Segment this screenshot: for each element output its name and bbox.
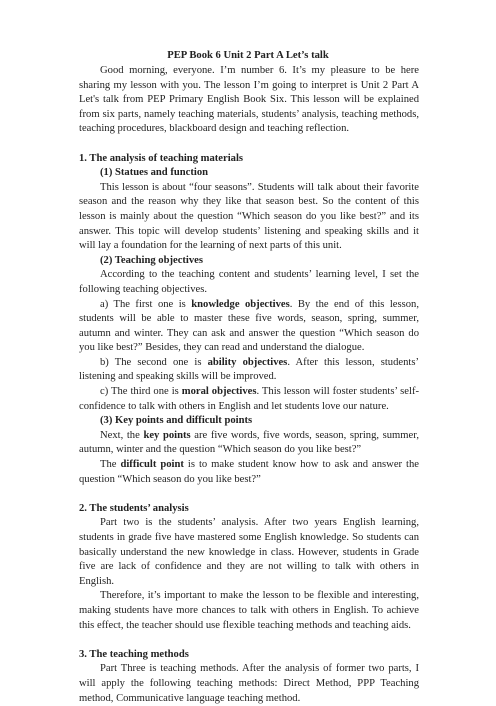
spacer xyxy=(79,487,419,502)
paragraph-difficult-point xyxy=(79,458,419,487)
text: . By the end of this lesson, students will be able to master these five words, season, spring, summer, autumn and winter. They can ask and answer the question “Which season do you like best?” Besides, they can read and understand the dialogue. xyxy=(79,298,419,354)
text: a) The first one is xyxy=(100,298,192,310)
text: Next, the xyxy=(100,429,144,441)
spacer xyxy=(79,633,419,648)
paragraph-knowledge-objectives xyxy=(79,298,419,356)
spacer xyxy=(79,137,419,152)
bold-term: moral objectives xyxy=(181,386,257,398)
intro-paragraph: Good morning, everyone. I’m number 6. It’s my pleasure to be here sharing my lesson with you. The lesson I’m going to interpret is Unit 2 Part A Let's talk from PEP Primary English Book Six. This lesson will be explained from six parts, namely teaching materials, students’ analysis, teaching methods, teaching procedures, blackboard design and teaching reflection. xyxy=(79,65,419,135)
bold-term: knowledge objectives xyxy=(191,298,290,310)
bold-term: difficult point xyxy=(120,459,184,471)
section-heading-methods: 3. The teaching methods xyxy=(79,648,189,660)
subheading-status-function: (1) Statues and function xyxy=(100,167,209,179)
page-title: PEP Book 6 Unit 2 Part A Let’s talk xyxy=(167,50,329,61)
paragraph-students-therefore: Therefore, it’s important to make the lesson to be flexible and interesting, making students have more chances to talk with others in English. To achieve this effect, the teacher should use flexible teaching methods and teaching aids. xyxy=(79,590,419,631)
paragraph-objectives-intro: According to the teaching content and students’ learning level, I set the following teaching objectives. xyxy=(79,269,419,295)
text: c) The third one is xyxy=(100,386,182,398)
bold-term: key points xyxy=(143,429,191,441)
paragraph-methods: Part Three is teaching methods. After the analysis of former two parts, I will apply the following teaching methods: Direct Method, PPP Teaching method, Communicative language teaching method. xyxy=(79,663,419,704)
text: The xyxy=(100,459,121,471)
text: . This lesson will foster students’ self-confidence to talk with others in English and let students love our nature. xyxy=(79,386,419,412)
text: is to make student know how to ask and answer the question “Which season do you like best?” xyxy=(79,459,419,485)
text: . After this lesson, students’ listening and speaking skills will be improved. xyxy=(79,356,419,383)
document-body xyxy=(79,64,419,706)
paragraph-moral-objectives xyxy=(79,385,419,414)
text: are five words, five words, season, spring, summer, autumn, winter and the question “Which season do you like best?” xyxy=(79,429,419,456)
subheading-objectives: (2) Teaching objectives xyxy=(100,254,203,266)
paragraph-key-points xyxy=(79,429,419,458)
subheading-key-points: (3) Key points and difficult points xyxy=(100,415,253,427)
paragraph-ability-objectives xyxy=(79,356,419,385)
section-heading-students: 2. The students’ analysis xyxy=(79,502,189,514)
section-heading-materials: 1. The analysis of teaching materials xyxy=(79,152,244,164)
bold-term: ability objectives xyxy=(207,356,288,368)
paragraph-status-function: This lesson is about “four seasons”. Students will talk about their favorite season and the reason why they like that season best. So the content of this lesson is mainly about the question “Which season do you like best?” and its answer. This topic will develop students’ listening and speaking skills and it will lay a foundation for the learning of next parts of this unit. xyxy=(79,181,419,252)
text: b) The second one is xyxy=(100,356,208,368)
paragraph-students-analysis: Part two is the students’ analysis. After two years English learning, students in grade five have mastered some English knowledge. So students can basically understand the new knowledge in class. However, students in Grade five are lack of confidence and they are not willing to talk with others in English. xyxy=(79,517,419,587)
